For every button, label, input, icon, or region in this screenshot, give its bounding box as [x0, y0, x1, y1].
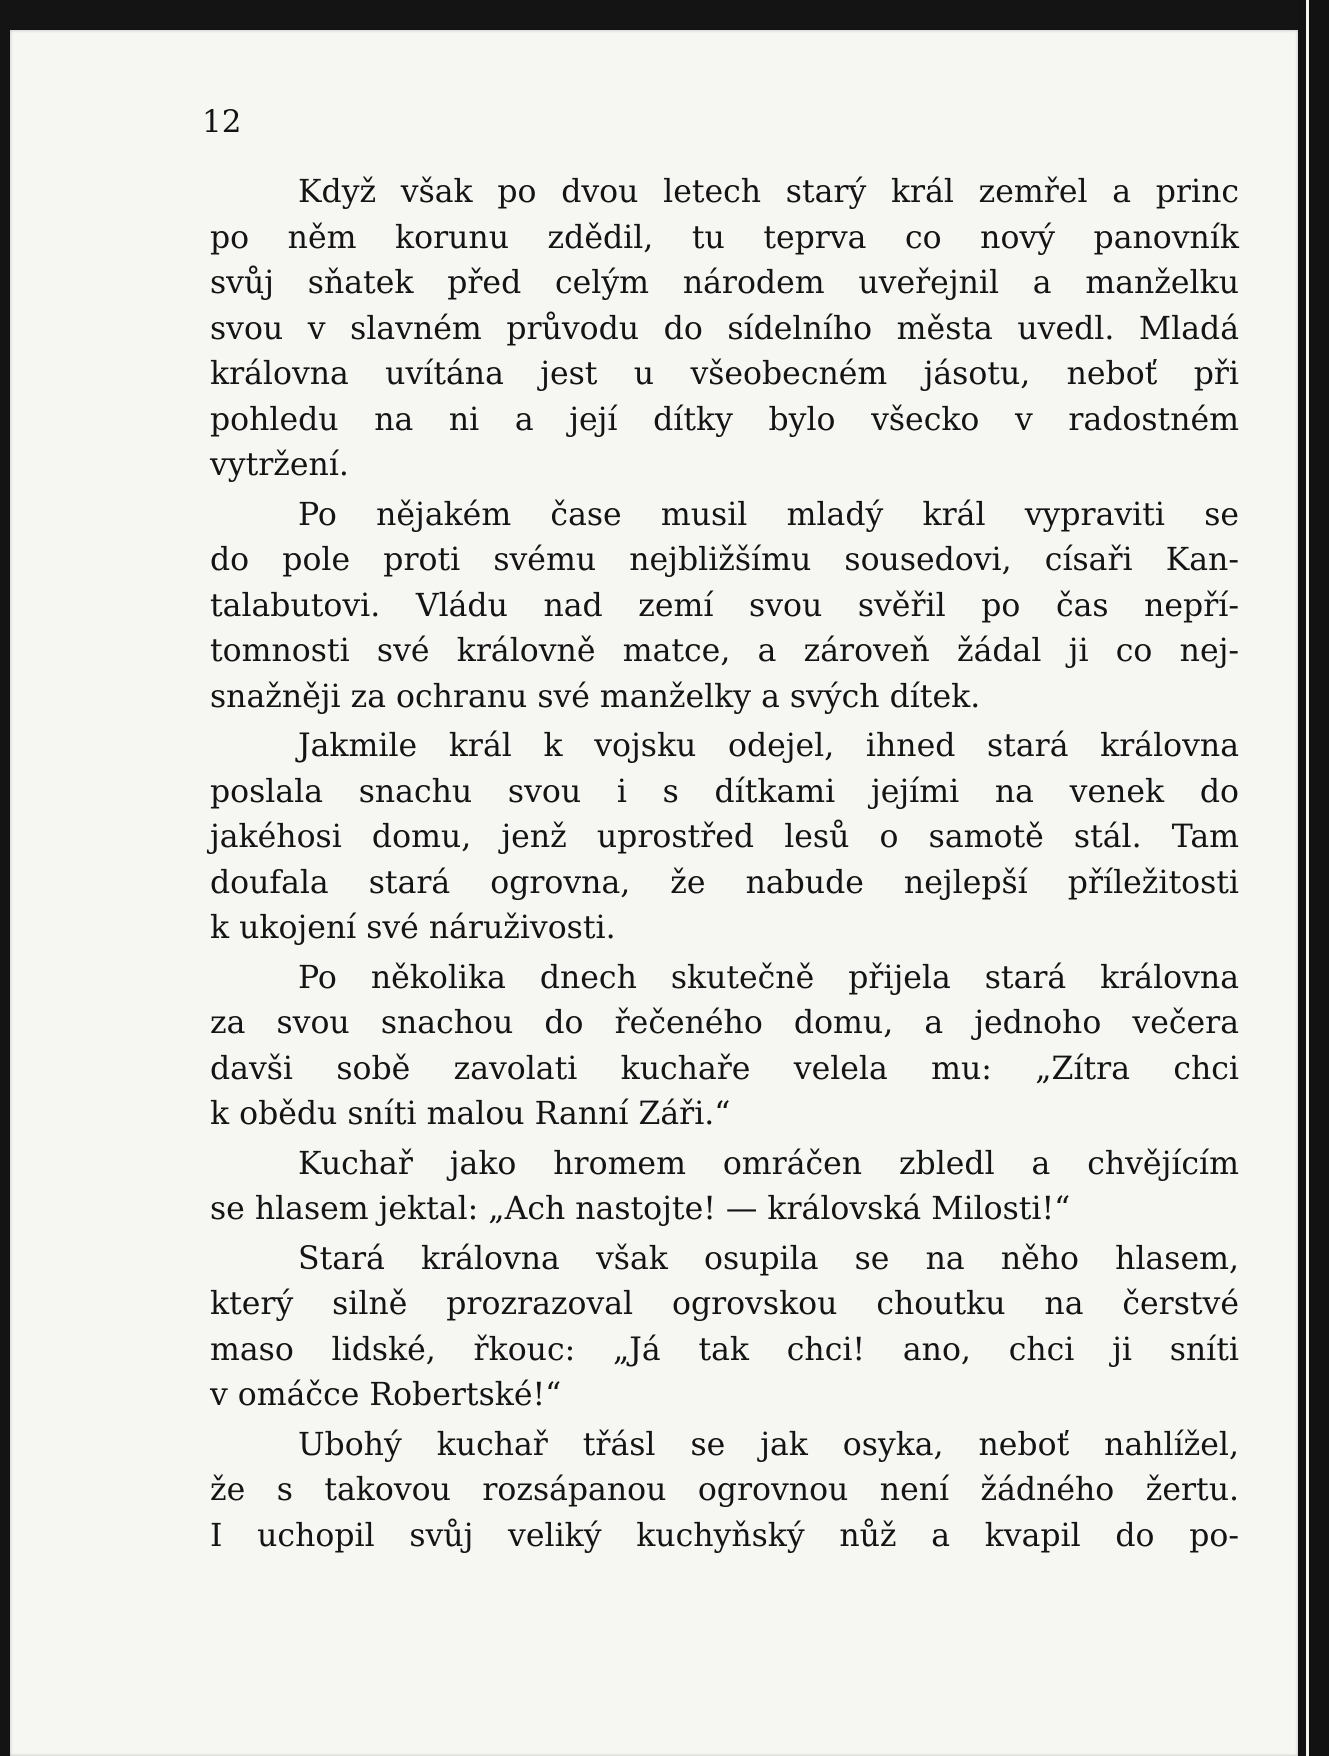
text-line: svou v slavném průvodu do sídelního města uvedl. Mladá [210, 310, 1239, 347]
text-line: Když však po dvou letech starý král zemřel a princ [298, 174, 1239, 210]
text-line: snažněji za ochranu své manželky a svých dítek. [210, 678, 981, 715]
text-line: Kuchař jako hromem omráčen zbledl a chvějícím [298, 1145, 1239, 1182]
paragraph [210, 170, 1239, 489]
paragraph [210, 956, 1239, 1138]
text-line: tomnosti své královně matce, a zároveň žádal ji co nej- [210, 633, 1239, 669]
text-line: doufala stará ogrovna, že nabude nejlepší příležitosti [210, 864, 1239, 901]
text-line: královna uvítána jest u všeobecném jásotu, neboť při [210, 356, 1239, 392]
text-line: pohledu na ni a její dítky bylo všecko v radostném [210, 401, 1239, 438]
page-number: 12 [202, 104, 242, 140]
paragraph [210, 1423, 1239, 1560]
body-text [210, 170, 1239, 1559]
paragraph [210, 493, 1239, 721]
text-line: svůj sňatek před celým národem uveřejnil a manželku [210, 265, 1239, 301]
text-line: jakéhosi domu, jenž uprostřed lesů o samotě stál. Tam [210, 819, 1239, 855]
text-line: Stará královna však osupila se na něho hlasem, [298, 1240, 1239, 1277]
text-line: Po nějakém čase musil mladý král vypraviti se [298, 496, 1239, 533]
text-line: v omáčce Robertské!“ [210, 1377, 562, 1413]
text-line: se hlasem jektal: „Ach nastojte! — královská Milosti!“ [210, 1191, 1071, 1227]
text-line: Jakmile král k vojsku odejel, ihned stará královna [298, 728, 1239, 764]
paragraph [210, 724, 1239, 952]
text-line: že s takovou rozsápanou ogrovnou není žádného žertu. [210, 1472, 1239, 1508]
text-line: Po několika dnech skutečně přijela stará královna [298, 959, 1239, 996]
text-line: Ubohý kuchař třásl se jak osyka, neboť nahlížel, [298, 1426, 1239, 1463]
paragraph [210, 1142, 1239, 1233]
text-line: k obědu sníti malou Ranní Záři.“ [210, 1096, 731, 1132]
text-line: I uchopil svůj veliký kuchyňský nůž a kvapil do po- [210, 1517, 1239, 1554]
text-line: který silně prozrazoval ogrovskou choutku na čerstvé [210, 1286, 1239, 1322]
text-line: do pole proti svému nejbližšímu sousedovi, císaři Kan- [210, 542, 1239, 578]
text-line: za svou snachou do řečeného domu, a jednoho večera [210, 1005, 1239, 1041]
scan-top-border [0, 0, 1329, 30]
text-line: k ukojení své náruživosti. [210, 910, 616, 946]
scan-right-border [1298, 0, 1329, 1756]
adjacent-page-edge [1306, 0, 1309, 1756]
text-line: maso lidské, řkouc: „Já tak chci! ano, chci ji sníti [210, 1331, 1239, 1368]
paragraph [210, 1237, 1239, 1419]
text-line: davši sobě zavolati kuchaře velela mu: „Zítra chci [210, 1050, 1239, 1087]
text-line: talabutovi. Vládu nad zemí svou svěřil po čas nepří- [210, 587, 1239, 624]
text-line: poslala snachu svou i s dítkami jejími na venek do [210, 773, 1239, 810]
text-line: po něm korunu zdědil, tu teprva co nový panovník [210, 219, 1239, 256]
text-line: vytržení. [210, 447, 349, 483]
